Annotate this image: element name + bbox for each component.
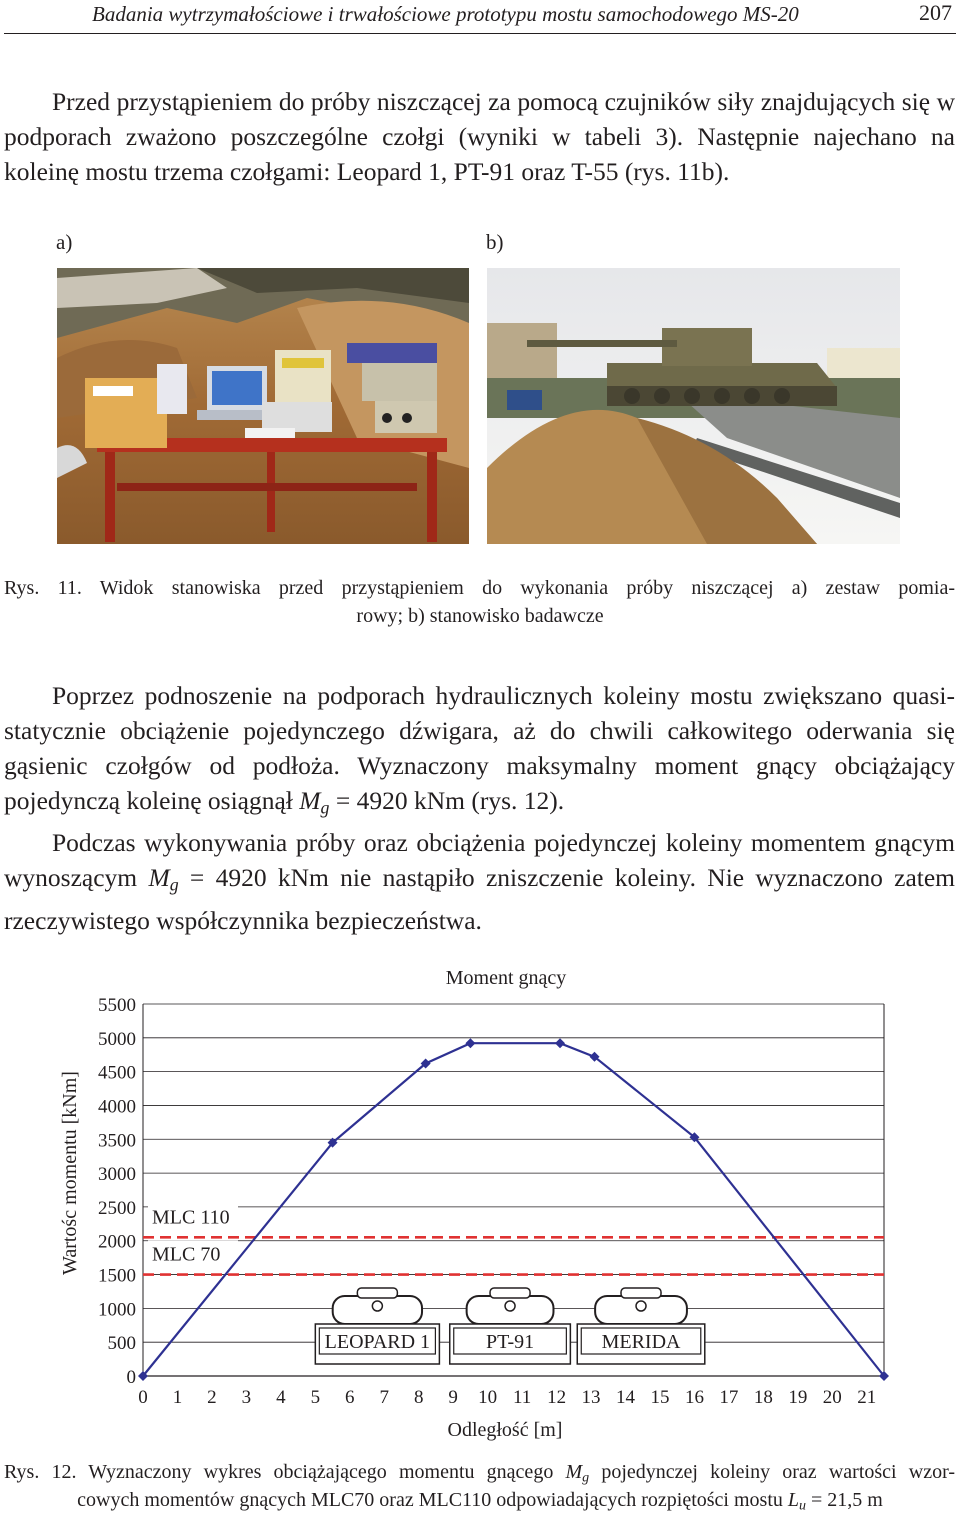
reference-label: MLC 70 xyxy=(152,1243,221,1266)
x-tick-label: 7 xyxy=(379,1387,390,1408)
x-tick-label: 15 xyxy=(650,1387,670,1408)
paragraph-3-text-b: = 4920 kNm nie nastąpiło zniszczenie koleiny. Nie wyznaczono zatem rzeczywistego współczynnika bezpieczeństwa. xyxy=(4,863,955,935)
header-rule xyxy=(4,33,956,34)
photo-measurement-setup xyxy=(57,268,469,544)
figure-11-label-b: b) xyxy=(486,230,504,254)
x-tick-label: 17 xyxy=(719,1387,739,1408)
x-tick-label: 2 xyxy=(207,1387,217,1408)
figure-11-caption-line-2: rowy; b) stanowisko badawcze xyxy=(356,605,604,627)
x-tick-label: 21 xyxy=(857,1387,877,1408)
x-tick-label: 3 xyxy=(241,1387,252,1408)
y-tick-label: 3500 xyxy=(98,1130,136,1152)
paragraph-2-text-a: Poprzez podnoszenie na podporach hydraulicznych koleiny mostu zwiększano quasi-statycznie obciążenie pojedynczego dźwigara, aż do chwili całkowitego oderwania się gąsienic czołgów od podłoża. Wyznaczony maksymalny moment gnący obciążający pojedynczą koleinę osiągnął xyxy=(4,681,955,815)
y-tick-label: 5500 xyxy=(98,995,136,1016)
y-tick-label: 5000 xyxy=(98,1028,136,1050)
moment-subscript: g xyxy=(320,797,330,818)
figure-12-caption-text-c: cowych momentów gnących MLC70 oraz MLC110 odpowiadających rozpiętości mostu xyxy=(77,1489,788,1511)
vehicle-hatch xyxy=(357,1288,397,1298)
x-tick-label: 10 xyxy=(478,1387,498,1408)
vehicle-pt-91 xyxy=(450,1288,571,1364)
vehicle-hatch xyxy=(621,1288,661,1298)
x-tick-label: 18 xyxy=(753,1387,773,1408)
y-tick-label: 1000 xyxy=(98,1299,136,1321)
photo-test-stand xyxy=(487,268,900,544)
x-tick-label: 14 xyxy=(616,1387,636,1408)
y-tick-label: 1500 xyxy=(98,1265,136,1287)
paragraph-1-text: Przed przystąpieniem do próby niszczącej za pomocą czujników siły znajdujących się w podporach zważono poszczególne czołgi (wyniki w tabeli 3). Następnie najechano na koleinę mostu trzema czołgami: Leopard 1, PT-91 oraz T-55 (rys. 11b). xyxy=(4,87,955,186)
photo-measurement-setup-illustration xyxy=(57,268,469,544)
figure-11-caption-line-1: Rys. 11. Widok stanowiska przed przystąpieniem do wykonania próby niszczącej a) zestaw pomia- xyxy=(4,577,955,599)
vehicle-name: LEOPARD 1 xyxy=(324,1331,431,1353)
vehicle-merida xyxy=(577,1288,705,1364)
vehicle-turret-ring xyxy=(372,1301,382,1311)
x-tick-label: 9 xyxy=(448,1387,458,1408)
x-tick-label: 19 xyxy=(788,1387,808,1408)
vehicle-name: PT-91 xyxy=(485,1331,535,1353)
figure-11-label-a: a) xyxy=(56,230,73,254)
paragraph-2 xyxy=(4,678,955,825)
figure-12-caption-text-b: pojedynczej koleiny oraz wartości wzor- xyxy=(589,1461,955,1483)
vehicle-leopard-1 xyxy=(315,1288,439,1364)
span-subscript: u xyxy=(799,1498,807,1514)
moment-chart xyxy=(0,950,960,1450)
y-tick-label: 4500 xyxy=(98,1062,136,1084)
x-tick-label: 12 xyxy=(547,1387,567,1408)
paragraph-2-3 xyxy=(4,678,955,938)
running-header: Badania wytrzymałościowe i trwałościowe prototypu mostu samochodowego MS-20 xyxy=(92,2,799,26)
span-symbol: L xyxy=(787,1489,800,1511)
x-tick-label: 13 xyxy=(581,1387,601,1408)
moment-symbol: M xyxy=(148,863,170,893)
paragraph-2-text-b: = 4920 kNm (rys. 12). xyxy=(329,786,565,815)
moment-subscript: g xyxy=(169,874,179,895)
x-tick-label: 1 xyxy=(172,1387,183,1408)
y-tick-label: 0 xyxy=(126,1367,136,1388)
chart-y-axis-label: Wartośc momentu [kNm] xyxy=(59,1071,81,1275)
figure-12-caption-text-a: Rys. 12. Wyznaczony wykres obciążającego momentu gnącego xyxy=(4,1461,566,1483)
chart-title: Moment gnący xyxy=(445,967,567,989)
data-point xyxy=(465,1038,475,1048)
paragraph-3 xyxy=(4,825,955,937)
y-tick-label: 3000 xyxy=(98,1164,136,1186)
paragraph-1 xyxy=(4,84,955,189)
x-tick-label: 8 xyxy=(413,1387,424,1408)
vehicle-turret-ring xyxy=(636,1301,646,1311)
page-number: 207 xyxy=(919,0,952,25)
reference-label: MLC 110 xyxy=(152,1206,230,1229)
data-point xyxy=(555,1038,565,1048)
figure-12-caption-line-2 xyxy=(0,1486,960,1521)
vehicle-hatch xyxy=(490,1288,530,1298)
vehicle-turret-ring xyxy=(505,1301,515,1311)
figure-12-caption-text-d: = 21,5 m xyxy=(806,1489,883,1511)
chart-x-axis-label: Odległość [m] xyxy=(447,1419,563,1441)
x-tick-label: 16 xyxy=(684,1387,704,1408)
y-tick-label: 500 xyxy=(107,1333,136,1355)
moment-symbol: M xyxy=(299,786,321,815)
chart-vehicles xyxy=(315,1288,704,1364)
y-tick-label: 2000 xyxy=(98,1231,136,1253)
paragraph-3-text-a: Podczas wykonywania próby oraz obciążenia pojedynczej koleiny momentem gnącym wynoszącym xyxy=(4,828,955,893)
y-tick-label: 4000 xyxy=(98,1096,136,1118)
x-tick-label: 20 xyxy=(822,1387,842,1408)
x-tick-label: 11 xyxy=(512,1387,532,1408)
vehicle-name: MERIDA xyxy=(601,1331,681,1353)
x-tick-label: 4 xyxy=(276,1387,286,1408)
x-tick-label: 5 xyxy=(310,1387,321,1408)
photo-test-stand-illustration xyxy=(487,268,900,544)
x-tick-label: 6 xyxy=(345,1387,355,1408)
moment-subscript: g xyxy=(582,1470,590,1486)
moment-symbol: M xyxy=(565,1461,583,1483)
x-tick-label: 0 xyxy=(138,1387,148,1408)
y-tick-label: 2500 xyxy=(98,1197,136,1219)
